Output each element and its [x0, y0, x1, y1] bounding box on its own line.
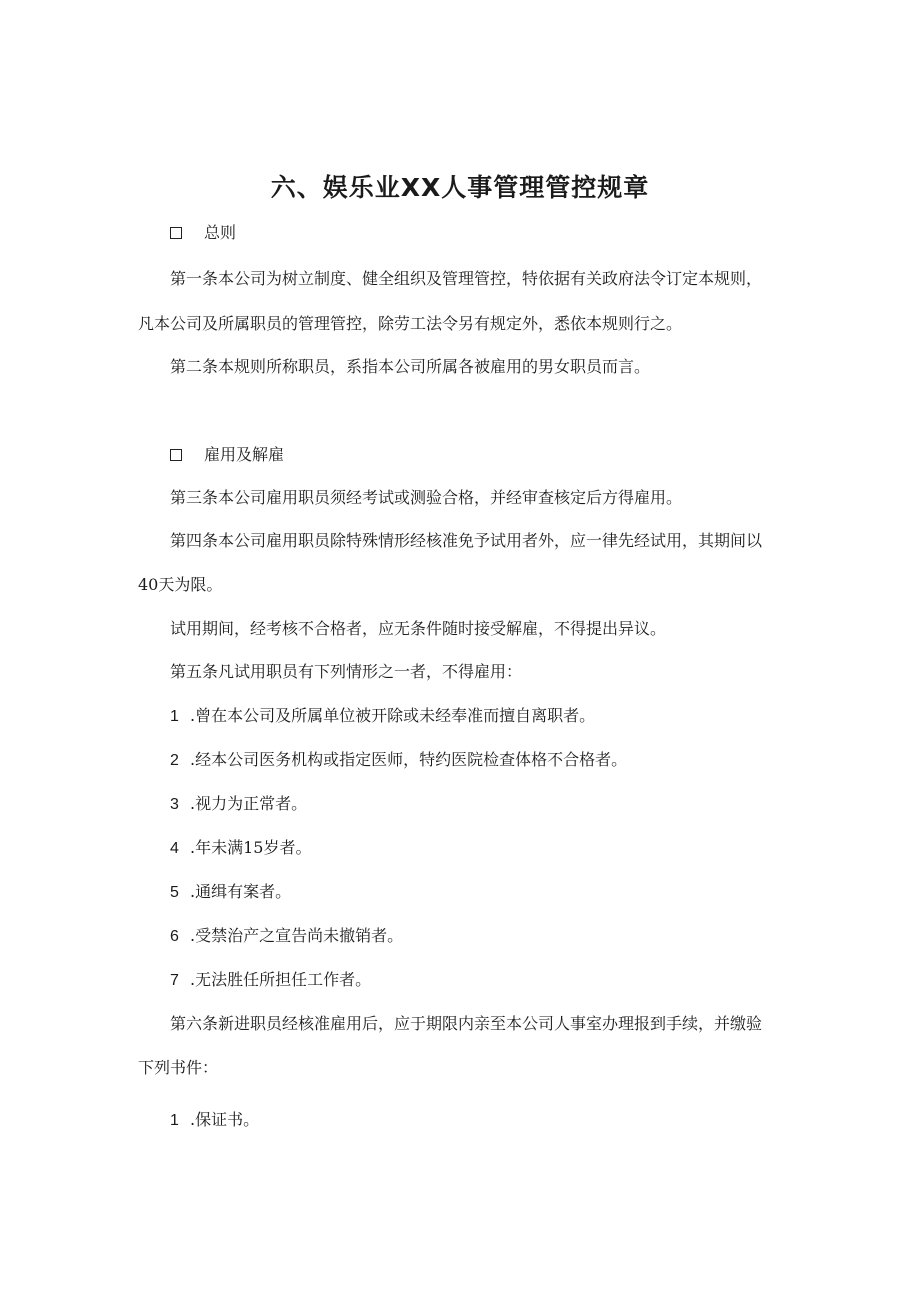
list-item: 3 .视力为正常者。 [170, 794, 308, 813]
checkbox-icon [170, 227, 182, 239]
article-2: 第二条本规则所称职员，系指本公司所属各被雇用的男女职员而言。 [170, 357, 651, 376]
article-1-line-2: 凡本公司及所属职员的管理管控，除劳工法令另有规定外，悉依本规则行之。 [138, 314, 683, 333]
section-heading-hiring [170, 444, 284, 466]
section-heading-label: 雇用及解雇 [204, 445, 285, 464]
article-1-line-1: 第一条本公司为树立制度、健全组织及管理管控，特依据有关政府法令订定本规则， [170, 269, 763, 288]
list-item: 2 .经本公司医务机构或指定医师，特约医院检查体格不合格者。 [170, 750, 628, 769]
article-4-line-2: 40天为限。 [138, 575, 223, 594]
probation-paragraph: 试用期间，经考核不合格者，应无条件随时接受解雇，不得提出异议。 [170, 619, 667, 638]
list-item: 5 .通缉有案者。 [170, 882, 292, 901]
list-item: 4 .年未满15岁者。 [170, 838, 312, 857]
list-item: 1 .曾在本公司及所属单位被开除或未经奉准而擅自离职者。 [170, 706, 596, 725]
checkbox-icon [170, 449, 182, 461]
section-heading-label: 总则 [204, 223, 237, 242]
list-item: 7 .无法胜任所担任工作者。 [170, 970, 372, 989]
article-6-line-1: 第六条新进职员经核准雇用后，应于期限内亲至本公司人事室办理报到手续，并缴验 [170, 1014, 763, 1033]
article-3: 第三条本公司雇用职员须经考试或测验合格，并经审查核定后方得雇用。 [170, 488, 683, 507]
article-6-line-2: 下列书件： [138, 1058, 219, 1077]
article-5: 第五条凡试用职员有下列情形之一者，不得雇用： [170, 662, 523, 681]
list-item: 1 .保证书。 [170, 1110, 260, 1129]
list-item: 6 .受禁治产之宣告尚未撤销者。 [170, 926, 404, 945]
document-title: 六、娱乐业XX人事管理管控规章 [270, 173, 650, 202]
article-4-line-1: 第四条本公司雇用职员除特殊情形经核准免予试用者外，应一律先经试用，其期间以 [170, 531, 763, 550]
section-heading-general [170, 222, 236, 244]
